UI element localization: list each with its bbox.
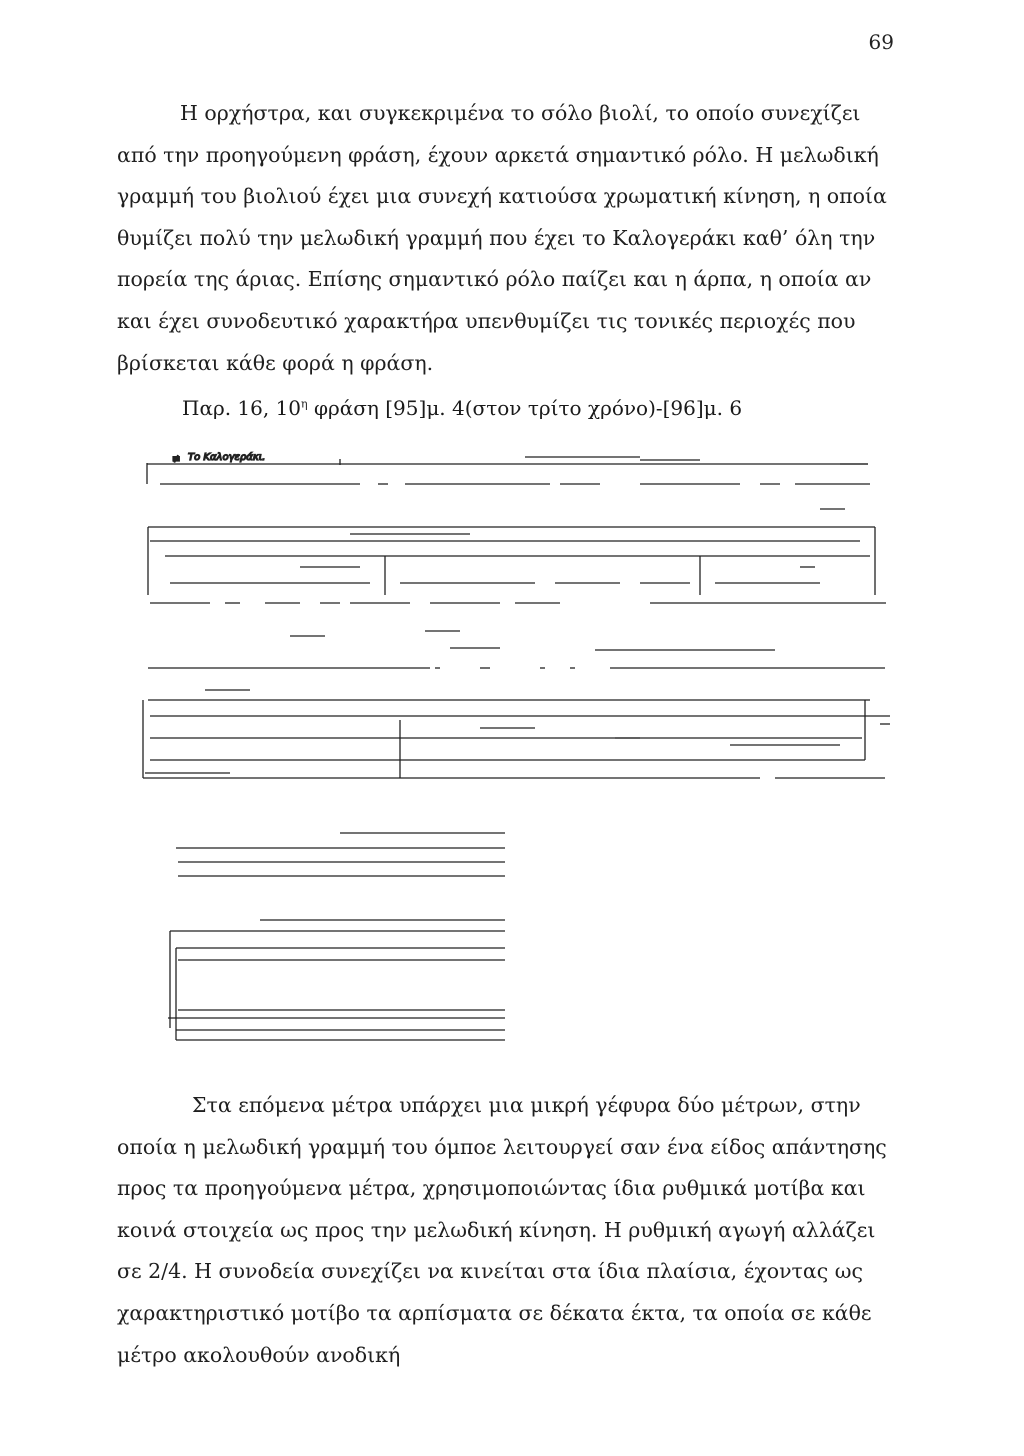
page-number: 69	[868, 30, 894, 54]
score-caption: Το Καλογεράκι.	[188, 452, 266, 463]
score-clef-icon: ≢	[172, 454, 181, 465]
score-system-2	[148, 509, 886, 603]
score-system-4	[168, 833, 505, 1040]
paragraph-orchestra: Η ορχήστρα, και συγκεκριμένα το σόλο βιολί, το οποίο συνεχίζει από την προηγούμενη φράση, έχουν αρκετά σημαντικό ρόλο. Η μελωδική γραμμή του βιολιού έχει μια συνεχή κατιούσα χρωματική κίνηση, η οποία θυμίζει πολύ την μελωδική γραμμή που έχει το Καλογεράκι καθ’ όλη την πορεία της άριας. Επίσης σημαντικό ρόλο παίζει και η άρπα, η οποία αν και έχει συνοδευτικό χαρακτήρα υπενθυμίζει τις τονικές περιοχές που βρίσκεται κάθε φορά η φράση.	[117, 101, 887, 375]
example-reference-prefix: Παρ. 16, 10	[182, 396, 302, 420]
score-system-3	[143, 631, 890, 778]
example-reference-superscript: η	[301, 397, 308, 411]
paragraph-bridge: Στα επόμενα μέτρα υπάρχει μια μικρή γέφυρα δύο μέτρων, στην οποία η μελωδική γραμμή του όμποε λειτουργεί σαν ένα είδος απάντησης προς τα προηγούμενα μέτρα, χρησιμοποιώντας ίδια ρυθμικά μοτίβα και κοινά στοιχεία ως προς την μελωδική κίνηση. Η ρυθμική αγωγή αλλάζει σε 2/4. Η συνοδεία συνεχίζει να κινείται στα ίδια πλαίσια, έχοντας ως χαρακτηριστικό μοτίβο τα αρπίσματα σε δέκατα έκτα, τα οποία σε κάθε μέτρο ακολουθούν ανοδική	[117, 1093, 887, 1367]
example-reference-suffix: φράση [95]μ. 4(στον τρίτο χρόνο)-[96]μ. 6	[307, 396, 743, 420]
